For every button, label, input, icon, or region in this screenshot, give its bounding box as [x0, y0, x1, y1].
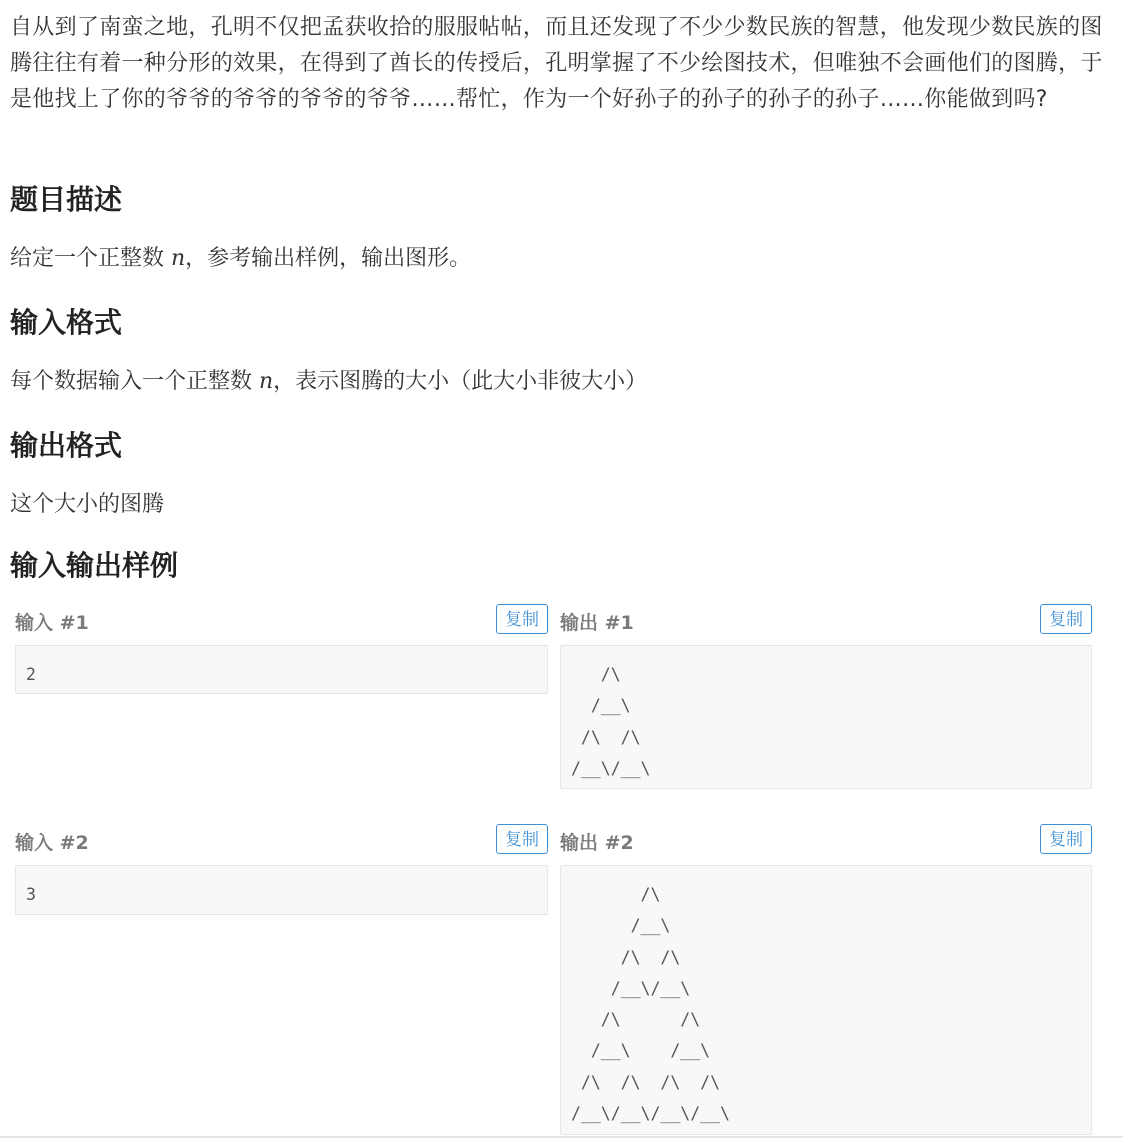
sample-output-header: [555, 824, 1092, 858]
sample-input-header: [10, 604, 548, 638]
heading-output-format: 输出格式: [10, 429, 123, 462]
description-text: [10, 241, 471, 277]
sample-output-label: 输出 #2: [560, 832, 634, 854]
copy-input-button[interactable]: 复制: [496, 824, 548, 854]
bottom-divider: [0, 1136, 1123, 1138]
sample-input-label: 输入 #2: [15, 832, 89, 854]
problem-content: [10, 0, 1105, 582]
heading-samples: 输入输出样例: [10, 549, 179, 582]
sample-output-code: /\ /__\ /\ /\ /__\/__\ /\ /\ /__\ /__\ /\ /\ /\ /\ /__\/__\/__\/__\: [571, 885, 730, 1124]
input-format-text-after: ，表示图腾的大小（此大小非彼大小）: [273, 369, 648, 394]
sample-input-code: 2: [26, 665, 36, 684]
sample-input-header: [10, 824, 548, 858]
input-format-text-before: 每个数据输入一个正整数: [10, 369, 259, 394]
sample-output-box[interactable]: [560, 865, 1092, 1135]
sample-output-header: [555, 604, 1092, 638]
sample-input-box[interactable]: [15, 865, 548, 915]
sample-input-box[interactable]: [15, 645, 548, 694]
sample-output-label: 输出 #1: [560, 612, 634, 634]
heading-input-format: 输入格式: [10, 306, 123, 339]
variable-n: n: [171, 246, 186, 271]
sample-output-code: /\ /__\ /\ /\ /__\/__\: [571, 665, 651, 778]
copy-input-button[interactable]: 复制: [496, 604, 548, 634]
input-format-text: [10, 364, 647, 400]
description-text-before: 给定一个正整数: [10, 246, 171, 271]
heading-description: 题目描述: [10, 183, 123, 216]
sample-input-label: 输入 #1: [15, 612, 89, 634]
sample-input-code: 3: [26, 885, 36, 904]
copy-output-button[interactable]: 复制: [1040, 824, 1092, 854]
story-paragraph: 自从到了南蛮之地，孔明不仅把孟获收拾的服服帖帖，而且还发现了不少少数民族的智慧，他发现少数民族的图腾往往有着一种分形的效果，在得到了酋长的传授后，孔明掌握了不少绘图技术，但唯独不会画他们的图腾，于是他找上了你的爷爷的爷爷的爷爷的爷爷……帮忙，作为一个好孙子的孙子的孙子的孙子……你能做到吗?: [10, 15, 1103, 112]
description-text-after: ，参考输出样例，输出图形。: [185, 246, 472, 271]
copy-output-button[interactable]: 复制: [1040, 604, 1092, 634]
variable-n: n: [259, 369, 274, 394]
output-format-text: 这个大小的图腾: [10, 492, 165, 517]
sample-output-box[interactable]: [560, 645, 1092, 789]
